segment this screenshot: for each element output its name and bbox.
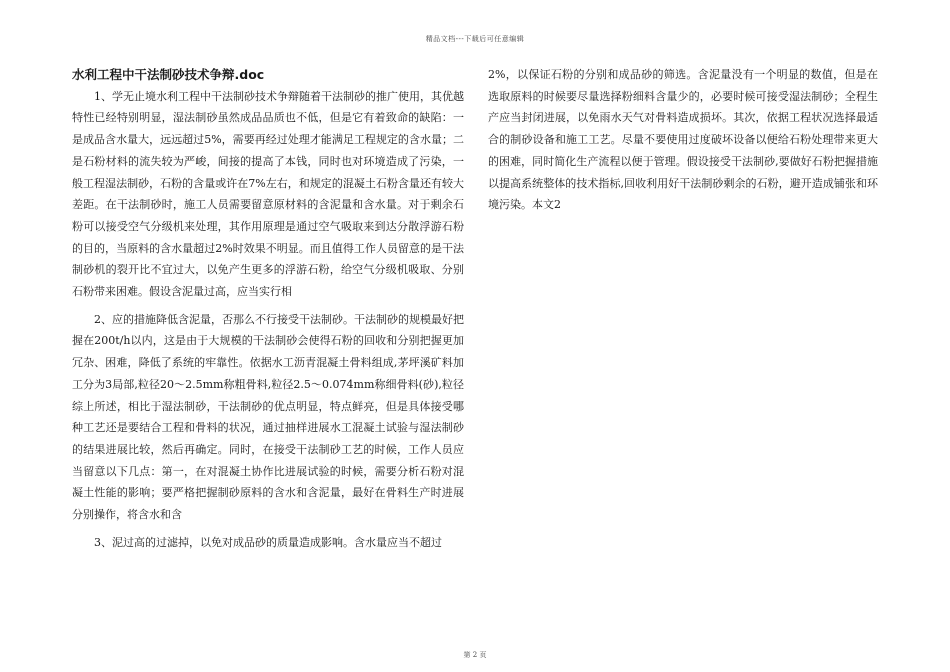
page-number: 第 2 页 bbox=[463, 651, 487, 659]
paragraph-3-continued: 2%，以保证石粉的分别和成品砂的筛选。含泥量没有一个明显的数值，但是在选取原料的时候要尽量选择粉细料含量少的，必要时候可接受湿法制砂；全程生产应当封闭进展，以免雨水天气对骨料造成损坏。其次，依据工程状况选择最适合的制砂设备和施工工艺。尽量不要使用过度破坏设备以便给石粉处理带来更大的困难，同时简化生产流程以便于管理。假设接受干法制砂,要做好石粉把握措施以提高系统整体的技术指标,回收利用好干法制砂剩余的石粉，避开造成铺张和环境污染。本文2 bbox=[488, 68, 878, 212]
page-header: 精品文档---下载后可任意编辑 bbox=[425, 35, 525, 43]
left-column bbox=[72, 64, 464, 559]
paragraph-2: 2、应的措施降低含泥量，否那么不行接受干法制砂。干法制砂的规模最好把握在200t/h以内，这是由于大规模的干法制砂会使得石粉的回收和分别把握更加冗杂、困难，降低了系统的牢靠性。依据水工沥青混凝土骨料组成,茅坪溪矿料加工分为3局部,粒径20～2.5mm称粗骨料,粒径2.5～0.074mm称细骨料(砂),粒径综上所述，相比于湿法制砂，干法制砂的优点明显，特点鲜亮，但是具体接受哪种工艺还是要结合工程和骨料的状况，通过抽样进展水工混凝土试验与湿法制砂的结果进展比较，然后再确定。同时，在接受干法制砂工艺的时候，工作人员应当留意以下几点：第一，在对混凝土协作比进展试验的时候，需要分析石粉对混凝土性能的影响；要严格把握制砂原料的含水和含泥量，最好在骨料生产时进展分别操作，将含水和含 bbox=[72, 312, 464, 522]
right-column bbox=[488, 64, 878, 216]
paragraph-1: 1、学无止境水利工程中干法制砂技术争辩随着干法制砂的推广使用，其优越特性已经特别明显，湿法制砂虽然成品品质也不低，但是它有着致命的缺陷：一是成品含水量大，远远超过5%，需要再经过处理才能满足工程规定的含水量；二是石粉材料的流失较为严峻，间接的提高了本钱，同时也对环境造成了污染，一般工程湿法制砂，石粉的含量或许在7%左右，和规定的混凝土石粉含量还有较大差距。在干法制砂时，施工人员需要留意原材料的含泥量和含水量。对于剩余石粉可以接受空气分级机来处理，其作用原理是通过空气吸取来到达分散浮游石粉的目的，当原料的含水量超过2%时效果不明显。而且值得工作人员留意的是干法制砂机的裂开比不宜过大，以免产生更多的浮游石粉，给空气分级机吸取、分别石粉带来困难。假设含泥量过高，应当实行相 bbox=[72, 89, 464, 299]
paragraph-3: 3、泥过高的过滤掉，以免对成品砂的质量造成影响。含水量应当不超过 bbox=[94, 535, 442, 549]
document-title: 水利工程中干法制砂技术争辩.doc bbox=[72, 67, 265, 82]
